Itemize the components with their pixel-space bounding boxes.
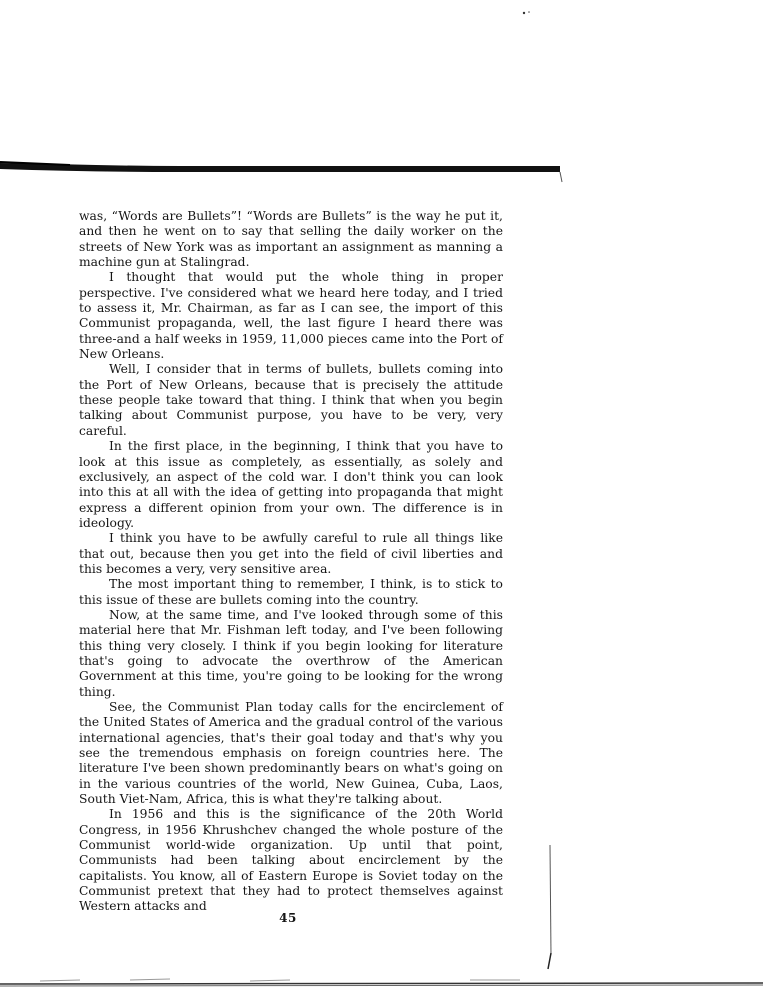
paragraph: See, the Communist Plan today calls for the encirclement of the United States of America and the gradual control of the various international agencies, that's their goal today and that's why you see the tremendous emphasis on foreign countries here. The literature I've been shown predominantly bears on what's going on in the various countries of the world, New Guinea, Cuba, Laos, South Viet-Nam, Africa, this is what they're talking about. — [79, 700, 503, 807]
top-page-rule — [0, 158, 763, 186]
paragraph: The most important thing to remember, I think, is to stick to this issue of these are bullets coming into the country. — [79, 577, 503, 607]
bottom-page-rule — [0, 976, 763, 990]
paragraph: Well, I consider that in terms of bullets, bullets coming into the Port of New Orleans, because that is precisely the attitude these people take toward that thing. I think that when you begin talking about Communist purpose, you have to be very, very careful. — [79, 362, 503, 438]
page-number: 45 — [279, 911, 297, 925]
paragraph: In the first place, in the beginning, I think that you have to look at this issue as completely, as essentially, as solely and exclusively, an aspect of the cold war. I don't think you can look into this at all with the idea of getting into propaganda that might express a different opinion from your own. The difference is in ideology. — [79, 439, 503, 530]
scan-speck — [521, 10, 533, 16]
paragraph: I thought that would put the whole thing in proper perspective. I've considered what we heard here today, and I tried to assess it, Mr. Chairman, as far as I can see, the import of this Communist propaganda, well, the last figure I heard there was three-and a half weeks in 1959, 11,000 pieces came into the Port of New Orleans. — [79, 270, 503, 362]
paragraph: In 1956 and this is the significance of the 20th World Congress, in 1956 Khrushchev changed the whole posture of the Communist world-wide organization. Up until that point, Communists had been talking about encirclement by the capitalists. You know, all of Eastern Europe is Soviet today on the Communist pretext that they had to protect themselves against Western attacks and — [79, 807, 503, 914]
document-text — [79, 209, 503, 915]
paragraph: was, “Words are Bullets”! “Words are Bullets” is the way he put it, and then he went on to say that selling the daily worker on the streets of New York was as important an assignment as manning a machine gun at Stalingrad. — [79, 209, 503, 270]
paragraph: I think you have to be awfully careful to rule all things like that out, because then you get into the field of civil liberties and this becomes a very, very sensitive area. — [79, 531, 503, 576]
right-scan-line — [546, 845, 554, 970]
paragraph: Now, at the same time, and I've looked through some of this material here that Mr. Fishman left today, and I've been following this thing very closely. I think if you begin looking for literature that's going to advocate the overthrow of the American Government at this time, you're going to be looking for the wrong thing. — [79, 607, 503, 699]
